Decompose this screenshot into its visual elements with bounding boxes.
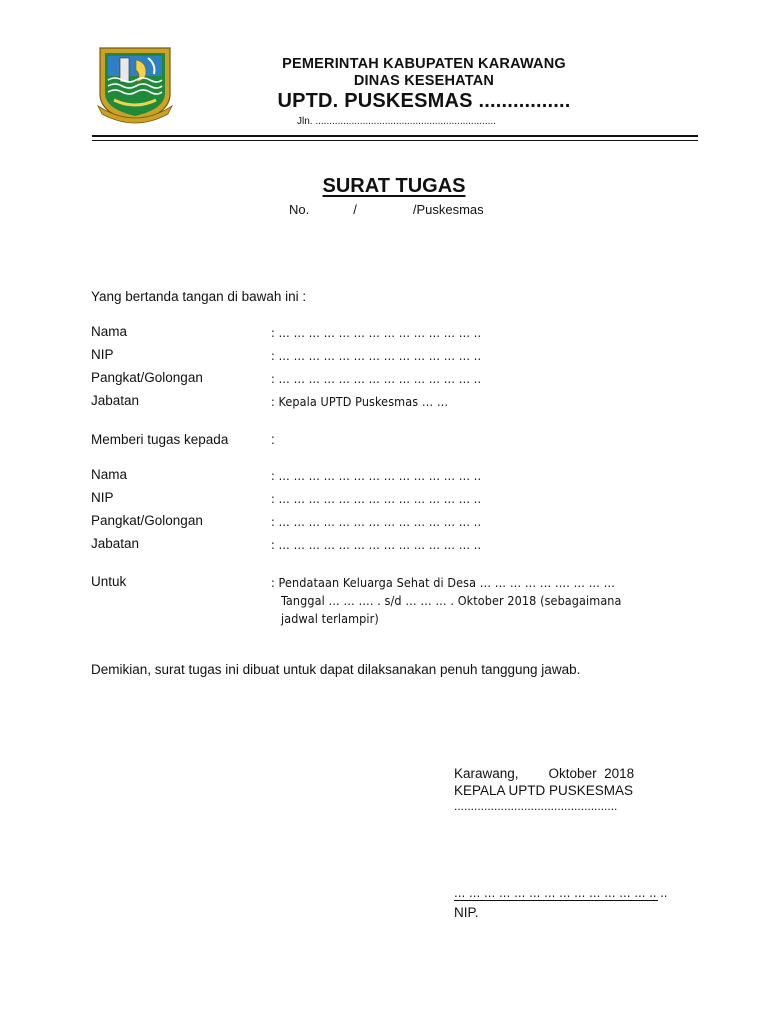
letterhead-government: PEMERINTAH KABUPATEN KARAWANG <box>282 56 566 72</box>
assignee-position-label: Jabatan <box>91 536 140 551</box>
signer-name-value: : … … … … … … … … … … … … … .. <box>271 325 482 340</box>
assign-colon: : <box>271 432 275 447</box>
signer-rank-value: : … … … … … … … … … … … … … .. <box>271 371 482 386</box>
assignee-name-value: : … … … … … … … … … … … … … .. <box>271 468 482 483</box>
signer-name-label: Nama <box>91 324 128 339</box>
letterhead-unit: UPTD. PUSKESMAS ................ <box>277 90 571 112</box>
letterhead-rule-thick <box>92 135 698 137</box>
document-title: SURAT TUGAS <box>322 175 466 197</box>
signer-position-value: : Kepala UPTD Puskesmas … … <box>271 394 449 409</box>
signature-name-dots: … … … … … … … … … … … … … .. .. <box>454 885 668 900</box>
assignee-position-value: : … … … … … … … … … … … … … .. <box>271 537 482 552</box>
purpose-line-2: Tanggal … … …. . s/d … … … . Oktober 2018 (sebagaimana <box>281 593 622 608</box>
signer-nip-value: : … … … … … … … … … … … … … .. <box>271 348 482 363</box>
assignee-nip-value: : … … … … … … … … … … … … … .. <box>271 491 482 506</box>
closing-text: Demikian, surat tugas ini dibuat untuk dapat dilaksanakan penuh tanggung jawab. <box>91 662 581 677</box>
signature-nip: NIP. <box>454 905 479 920</box>
signature-dots: ................................................. <box>454 799 618 813</box>
signature-position: KEPALA UPTD PUSKESMAS <box>454 783 634 798</box>
document-number: No. / /Puskesmas <box>289 202 484 217</box>
assignee-nip-label: NIP <box>91 490 114 505</box>
signer-position-label: Jabatan <box>91 393 140 408</box>
purpose-line-3: jadwal terlampir) <box>281 611 379 626</box>
purpose-label: Untuk <box>91 574 127 589</box>
letterhead-department: DINAS KESEHATAN <box>353 73 495 89</box>
signer-rank-label: Pangkat/Golongan <box>91 370 203 385</box>
assignee-name-label: Nama <box>91 467 128 482</box>
purpose-line-1: : Pendataan Keluarga Sehat di Desa … … … … … …. … … … <box>271 575 615 590</box>
signer-nip-label: NIP <box>91 347 114 362</box>
assign-label: Memberi tugas kepada <box>91 432 229 447</box>
assignee-rank-value: : … … … … … … … … … … … … … .. <box>271 514 482 529</box>
signature-place-date: Karawang, Oktober 2018 <box>454 766 635 781</box>
intro-text: Yang bertanda tangan di bawah ini : <box>91 289 307 304</box>
letterhead-rule-thin <box>92 140 698 141</box>
assignee-rank-label: Pangkat/Golongan <box>91 513 203 528</box>
signature-underline <box>454 900 658 901</box>
letterhead-address: Jln. ................................................................. <box>297 116 496 127</box>
